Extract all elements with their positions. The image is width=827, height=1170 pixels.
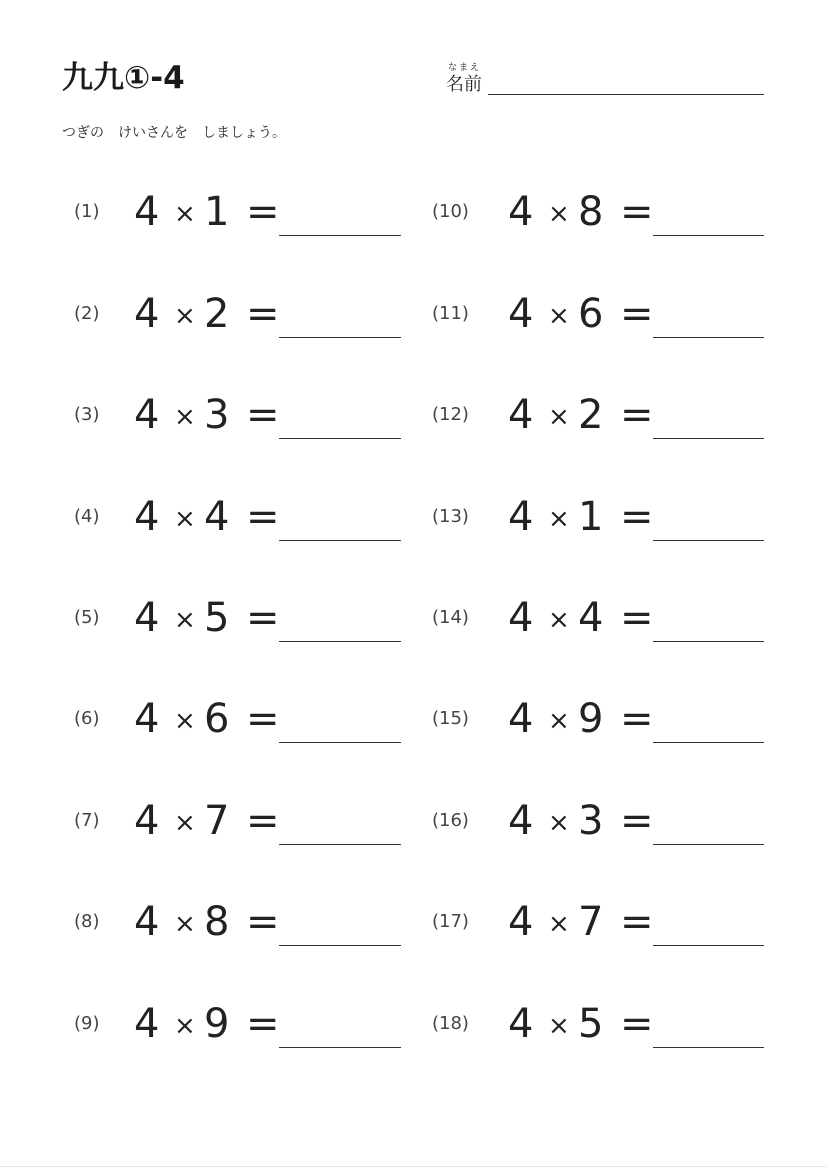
answer-blank[interactable] [653, 438, 764, 439]
times-sign: × [174, 909, 196, 939]
equals-sign: = [246, 291, 280, 337]
problem-number: (6) [74, 708, 100, 729]
multiplicand: 4 [508, 189, 534, 235]
equals-sign: = [620, 494, 654, 540]
multiplier: 1 [578, 494, 604, 540]
times-sign: × [174, 808, 196, 838]
answer-blank[interactable] [653, 235, 764, 236]
problem-number: (18) [432, 1013, 469, 1034]
answer-blank[interactable] [279, 844, 401, 845]
times-sign: × [548, 402, 570, 432]
multiplier: 9 [578, 696, 604, 742]
multiplier: 8 [578, 189, 604, 235]
instruction-text: つぎの けいさんを しましょう。 [62, 125, 286, 141]
multiplicand: 4 [508, 798, 534, 844]
multiplicand: 4 [134, 798, 160, 844]
equals-sign: = [620, 696, 654, 742]
name-ruby: なまえ [448, 63, 482, 73]
multiplier: 3 [204, 392, 230, 438]
equals-sign: = [246, 595, 280, 641]
problem-item [432, 386, 792, 446]
multiplicand: 4 [508, 392, 534, 438]
problem-number: (13) [432, 506, 469, 527]
problem-number: (12) [432, 404, 469, 425]
answer-blank[interactable] [653, 641, 764, 642]
times-sign: × [548, 504, 570, 534]
multiplicand: 4 [508, 696, 534, 742]
times-sign: × [548, 301, 570, 331]
answer-blank[interactable] [279, 337, 401, 338]
equals-sign: = [620, 595, 654, 641]
times-sign: × [548, 909, 570, 939]
multiplicand: 4 [134, 291, 160, 337]
times-sign: × [174, 1011, 196, 1041]
answer-blank[interactable] [653, 337, 764, 338]
problem-number: (15) [432, 708, 469, 729]
multiplicand: 4 [134, 392, 160, 438]
multiplicand: 4 [134, 494, 160, 540]
answer-blank[interactable] [279, 945, 401, 946]
problem-item [74, 589, 434, 649]
problem-number: (8) [74, 911, 100, 932]
problem-number: (11) [432, 303, 469, 324]
equals-sign: = [246, 696, 280, 742]
answer-blank[interactable] [653, 1047, 764, 1048]
equals-sign: = [620, 1001, 654, 1047]
multiplier: 7 [204, 798, 230, 844]
multiplier: 5 [204, 595, 230, 641]
equals-sign: = [620, 798, 654, 844]
problem-item [74, 995, 434, 1055]
problem-item [74, 893, 434, 953]
name-label: 名前 [446, 74, 482, 95]
multiplier: 6 [204, 696, 230, 742]
problem-item [74, 690, 434, 750]
problem-item [74, 488, 434, 548]
problem-item [432, 792, 792, 852]
problem-item [432, 893, 792, 953]
problem-item [74, 792, 434, 852]
problem-number: (17) [432, 911, 469, 932]
times-sign: × [174, 402, 196, 432]
multiplicand: 4 [508, 291, 534, 337]
problem-item [432, 488, 792, 548]
times-sign: × [174, 504, 196, 534]
multiplier: 4 [204, 494, 230, 540]
answer-blank[interactable] [653, 945, 764, 946]
problem-item [432, 995, 792, 1055]
equals-sign: = [246, 392, 280, 438]
problem-number: (16) [432, 810, 469, 831]
worksheet-title: 九九①-4 [62, 60, 185, 96]
multiplier: 4 [578, 595, 604, 641]
multiplicand: 4 [508, 1001, 534, 1047]
problem-number: (10) [432, 201, 469, 222]
equals-sign: = [620, 392, 654, 438]
answer-blank[interactable] [279, 641, 401, 642]
answer-blank[interactable] [279, 1047, 401, 1048]
multiplier: 2 [578, 392, 604, 438]
multiplier: 5 [578, 1001, 604, 1047]
answer-blank[interactable] [279, 742, 401, 743]
multiplicand: 4 [134, 696, 160, 742]
problem-item [74, 183, 434, 243]
times-sign: × [548, 706, 570, 736]
equals-sign: = [246, 798, 280, 844]
times-sign: × [548, 199, 570, 229]
equals-sign: = [246, 189, 280, 235]
answer-blank[interactable] [279, 235, 401, 236]
multiplicand: 4 [508, 494, 534, 540]
problem-number: (2) [74, 303, 100, 324]
multiplicand: 4 [134, 1001, 160, 1047]
times-sign: × [174, 199, 196, 229]
answer-blank[interactable] [653, 742, 764, 743]
problem-item [432, 183, 792, 243]
problem-number: (4) [74, 506, 100, 527]
problem-item [432, 285, 792, 345]
answer-blank[interactable] [653, 844, 764, 845]
equals-sign: = [620, 291, 654, 337]
equals-sign: = [246, 494, 280, 540]
multiplier: 9 [204, 1001, 230, 1047]
multiplier: 6 [578, 291, 604, 337]
multiplicand: 4 [134, 189, 160, 235]
multiplicand: 4 [134, 899, 160, 945]
times-sign: × [174, 605, 196, 635]
problem-number: (3) [74, 404, 100, 425]
equals-sign: = [246, 899, 280, 945]
answer-blank[interactable] [653, 540, 764, 541]
times-sign: × [548, 605, 570, 635]
times-sign: × [548, 1011, 570, 1041]
page-bottom-rule [0, 1166, 827, 1167]
problem-number: (1) [74, 201, 100, 222]
problem-item [432, 690, 792, 750]
multiplier: 8 [204, 899, 230, 945]
equals-sign: = [620, 189, 654, 235]
times-sign: × [174, 706, 196, 736]
equals-sign: = [246, 1001, 280, 1047]
equals-sign: = [620, 899, 654, 945]
problem-number: (5) [74, 607, 100, 628]
answer-blank[interactable] [279, 438, 401, 439]
multiplier: 7 [578, 899, 604, 945]
multiplier: 2 [204, 291, 230, 337]
times-sign: × [174, 301, 196, 331]
problem-number: (14) [432, 607, 469, 628]
problem-item [432, 589, 792, 649]
answer-blank[interactable] [279, 540, 401, 541]
problem-number: (7) [74, 810, 100, 831]
multiplicand: 4 [134, 595, 160, 641]
problem-item [74, 386, 434, 446]
multiplicand: 4 [508, 899, 534, 945]
multiplier: 1 [204, 189, 230, 235]
multiplicand: 4 [508, 595, 534, 641]
problem-number: (9) [74, 1013, 100, 1034]
problem-item [74, 285, 434, 345]
times-sign: × [548, 808, 570, 838]
multiplier: 3 [578, 798, 604, 844]
